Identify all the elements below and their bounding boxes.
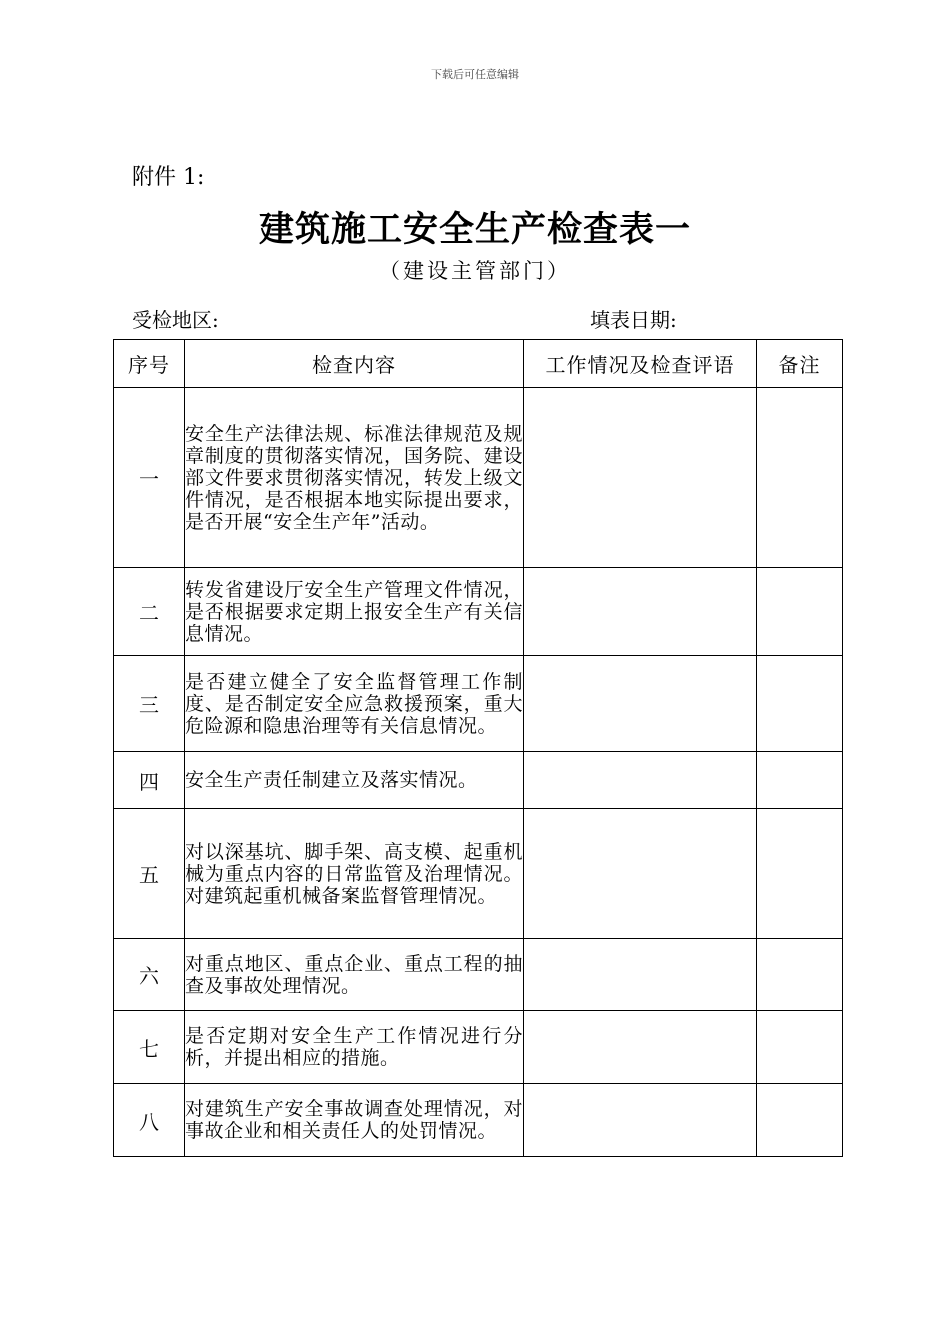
row-seq: 二	[114, 568, 185, 656]
table-row	[114, 809, 843, 939]
row-seq: 五	[114, 809, 185, 939]
row-seq: 七	[114, 1011, 185, 1084]
document-title: 建筑施工安全生产检查表一	[258, 210, 691, 250]
row-content: 对建筑生产安全事故调查处理情况，对事故企业和相关责任人的处罚情况。	[185, 1084, 524, 1157]
row-content: 安全生产法律法规、标准法律规范及规章制度的贯彻落实情况，国务院、建设部文件要求贯彻落实情况，转发上级文件情况，是否根据本地实际提出要求，是否开展“安全生产年”活动。	[185, 388, 524, 568]
row-seq: 八	[114, 1084, 185, 1157]
row-remarks-cell[interactable]	[757, 809, 843, 939]
row-remarks-cell[interactable]	[757, 1011, 843, 1084]
row-remarks-cell[interactable]	[757, 752, 843, 809]
row-remarks-cell[interactable]	[757, 656, 843, 752]
row-remarks-cell[interactable]	[757, 388, 843, 568]
row-evaluation-cell[interactable]	[524, 656, 757, 752]
row-evaluation-cell[interactable]	[524, 1011, 757, 1084]
inspection-table	[113, 339, 843, 1157]
header-evaluation: 工作情况及检查评语	[524, 340, 757, 388]
table-header-row	[114, 340, 843, 388]
row-content: 对重点地区、重点企业、重点工程的抽查及事故处理情况。	[185, 939, 524, 1011]
table-row	[114, 656, 843, 752]
row-evaluation-cell[interactable]	[524, 939, 757, 1011]
row-remarks-cell[interactable]	[757, 568, 843, 656]
row-content: 安全生产责任制建立及落实情况。	[185, 752, 524, 809]
row-content: 是否建立健全了安全监督管理工作制度、是否制定安全应急救援预案，重大危险源和隐患治理等有关信息情况。	[185, 656, 524, 752]
header-remarks: 备注	[757, 340, 843, 388]
row-seq: 六	[114, 939, 185, 1011]
row-content: 对以深基坑、脚手架、高支模、起重机械为重点内容的日常监管及治理情况。对建筑起重机械备案监督管理情况。	[185, 809, 524, 939]
row-remarks-cell[interactable]	[757, 1084, 843, 1157]
row-remarks-cell[interactable]	[757, 939, 843, 1011]
header-seq: 序号	[114, 340, 185, 388]
table-row	[114, 1011, 843, 1084]
table-row	[114, 939, 843, 1011]
row-evaluation-cell[interactable]	[524, 752, 757, 809]
table-row	[114, 1084, 843, 1157]
attachment-label: 附件 1:	[132, 165, 205, 190]
row-evaluation-cell[interactable]	[524, 568, 757, 656]
row-seq: 三	[114, 656, 185, 752]
row-content: 是否定期对安全生产工作情况进行分析，并提出相应的措施。	[185, 1011, 524, 1084]
row-seq: 一	[114, 388, 185, 568]
document-subtitle: （建设主管部门）	[379, 259, 571, 283]
watermark-text: 下载后可任意编辑	[431, 68, 519, 81]
fill-date-label: 填表日期:	[590, 308, 677, 332]
row-evaluation-cell[interactable]	[524, 809, 757, 939]
table-row	[114, 752, 843, 809]
table-row	[114, 388, 843, 568]
row-seq: 四	[114, 752, 185, 809]
row-evaluation-cell[interactable]	[524, 1084, 757, 1157]
row-content: 转发省建设厅安全生产管理文件情况，是否根据要求定期上报安全生产有关信息情况。	[185, 568, 524, 656]
row-evaluation-cell[interactable]	[524, 388, 757, 568]
inspected-region-label: 受检地区:	[132, 308, 219, 332]
table-row	[114, 568, 843, 656]
header-content: 检查内容	[185, 340, 524, 388]
